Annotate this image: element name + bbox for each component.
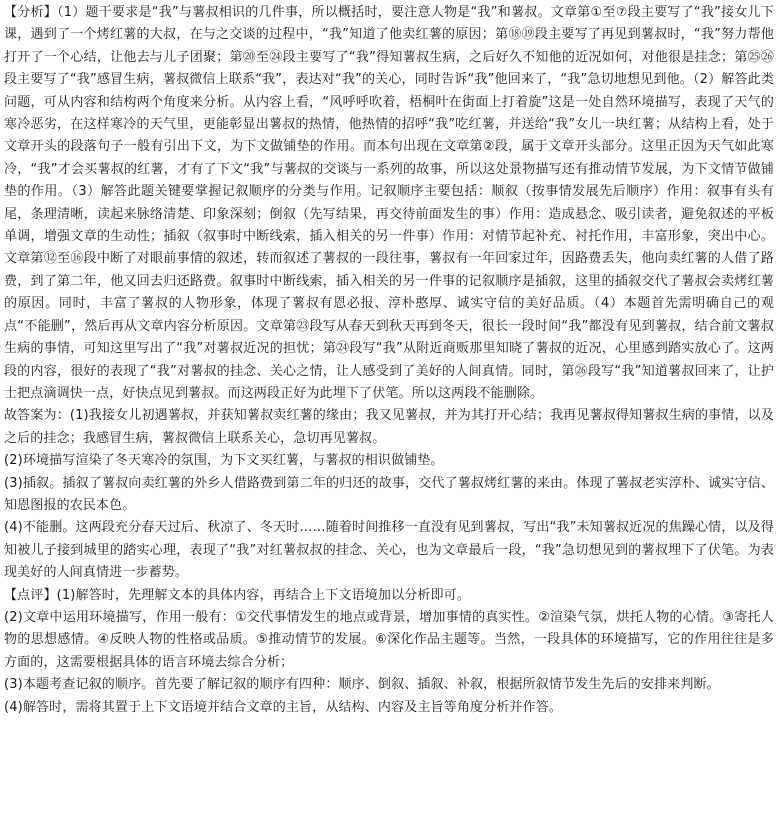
analysis-paragraph: 【分析】（1）题干要求是“我”与薯叔相识的几件事，所以概括时，要注意人物是“我”和薯叔。文章第①至⑦段主要写了“我”接女儿下课，遇到了一个烤红薯的大叔，在与之交谈的过程中，“我”知道了他卖红薯的原因；第⑱⑲段主要写了再见到薯叔时，“我”努力帮他打开了一个心结，让他去与儿子团聚；第⑳至㉔段主要写了“我”得知薯叔生病，之后好久不知他的近况如何，对他很是挂念；第㉕㉖段主要写了“我”感冒生病，薯叔微信上联系“我”，表达对“我”的关心，同时告诉“我”他回来了，“我”急切地想见到他。（2）解答此类问题，可从内容和结构两个角度来分析。从内容上看，“风呼呼吹着，梧桐叶在街面上打着旋”这是一处自然环境描写，表现了天气的寒冷恶劣，在这样寒冷的天气里，更能彰显出薯叔的热情，他热情的招呼“我”吃红薯，并送给“我”女儿一块红薯；从结构上看，处于文章开头的段落句子一般有引出下文，为下文做铺垫的作用。而本句出现在文章第②段，属于文章开头部分。这里正因为天气如此寒冷，“我”才会买薯叔的红薯，才有了下文“我”与薯叔的交谈与一系列的故事，所以这处景物描写还有推动情节发展，为下文情节做铺垫的作用。（3）解答此题关键要掌握记叙顺序的分类与作用。记叙顺序主要包括：顺叙（按事情发展先后顺序）作用：叙事有头有尾，条理清晰，读起来脉络清楚、印象深刻；倒叙（先写结果，再交待前面发生的事）作用：造成悬念、吸引读者，避免叙述的平板单调，增强文章的生动性；插叙（叙事时中断线索，插入相关的另一件事）作用：对情节起补充、衬托作用，丰富形象，突出中心。文章第⑫至⑯段中断了对眼前事情的叙述，转而叙述了薯叔的一段往事，薯叔有一年回家过年，因路费丢失，他向卖红薯的人借了路费，到了第二年，他又回去归还路费。叙事时中断线索，插入相关的另一件事的记叙顺序是插叙，这里的插叙交代了薯叔会卖烤红薯的原因。同时，丰富了薯叔的人物形象，体现了薯叔有恩必报、淳朴憨厚、诚实守信的美好品质。（4）本题首先需明确自己的观点“不能删”，然后再从文章内容分析原因。文章第㉓段写从春天到秋天再到冬天，很长一段时间“我”都没有见到薯叔，结合前文薯叔生病的事情，可知这里写出了“我”对薯叔近况的担忧；第㉔段写“我”从附近商贩那里知晓了薯叔的近况，心里感到踏实放心了。这两段的内容，很好的表现了“我”对薯叔的挂念、关心之情，让人感受到了美好的人间真情。同时，第㉖段写“我”知道薯叔回来了，让护士把点滴调快一点，好快点见到薯叔。而这两段正好为此埋下了伏笔。所以这两段不能删除。 — [4, 5, 774, 401]
comment-item-4: (4)解答时，需将其置于上下文语境并结合文章的主旨，从结构、内容及主旨等角度分析并作答。 — [4, 699, 563, 715]
answer-item-2: (2)环境描写渲染了冬天寒冷的氛围，为下文买红薯，与薯叔的相识做铺垫。 — [4, 453, 444, 469]
answer-item-4: (4)不能删。这两段充分春天过后、秋凉了、冬天时……随着时间推移一直没有见到薯叔，写出“我”未知薯叔近况的焦躁心情，以及得知被儿子接到城里的踏实心理，表现了“我”对红薯叔叔的挂念、关心，也为文章最后一段，“我”急切想见到的薯叔埋下了伏笔。为表现美好的人间真情进一步蓄势。 — [4, 520, 774, 581]
comment-item-2: (2)文章中运用环境描写，作用一般有：①交代事情发生的地点或背景，增加事情的真实性。②渲染气氛，烘托人物的心情。③寄托人物的思想感情。④反映人物的性格或品质。⑤推动情节的发展。⑥深化作品主题等。当然，一段具体的环境描写，它的作用往往是多方面的，这需要根据具体的语言环境去综合分析； — [4, 609, 774, 670]
answer-summary-paragraph: 故答案为：(1)我接女儿初遇薯叔，并获知薯叔卖红薯的缘由；我又见薯叔，并为其打开心结；我再见薯叔得知薯叔生病的事情，以及之后的挂念；我感冒生病，薯叔微信上联系关心，急切再见薯叔。 — [4, 408, 774, 446]
comment-item-3: (3)本题考查记叙的顺序。首先要了解记叙的顺序有四种：顺序、倒叙、插叙、补叙，根据所叙情节发生先后的安排来判断。 — [4, 677, 720, 693]
answer-item-3: (3)插叙。插叙了薯叔向卖红薯的外乡人借路费到第二年的归还的故事，交代了薯叔烤红薯的来由。体现了薯叔老实淳朴、诚实守信、知恩图报的农民本色。 — [4, 475, 774, 513]
comment-paragraph: 【点评】(1)解答时，先理解文本的具体内容，再结合上下文语境加以分析即可。 — [4, 587, 470, 603]
